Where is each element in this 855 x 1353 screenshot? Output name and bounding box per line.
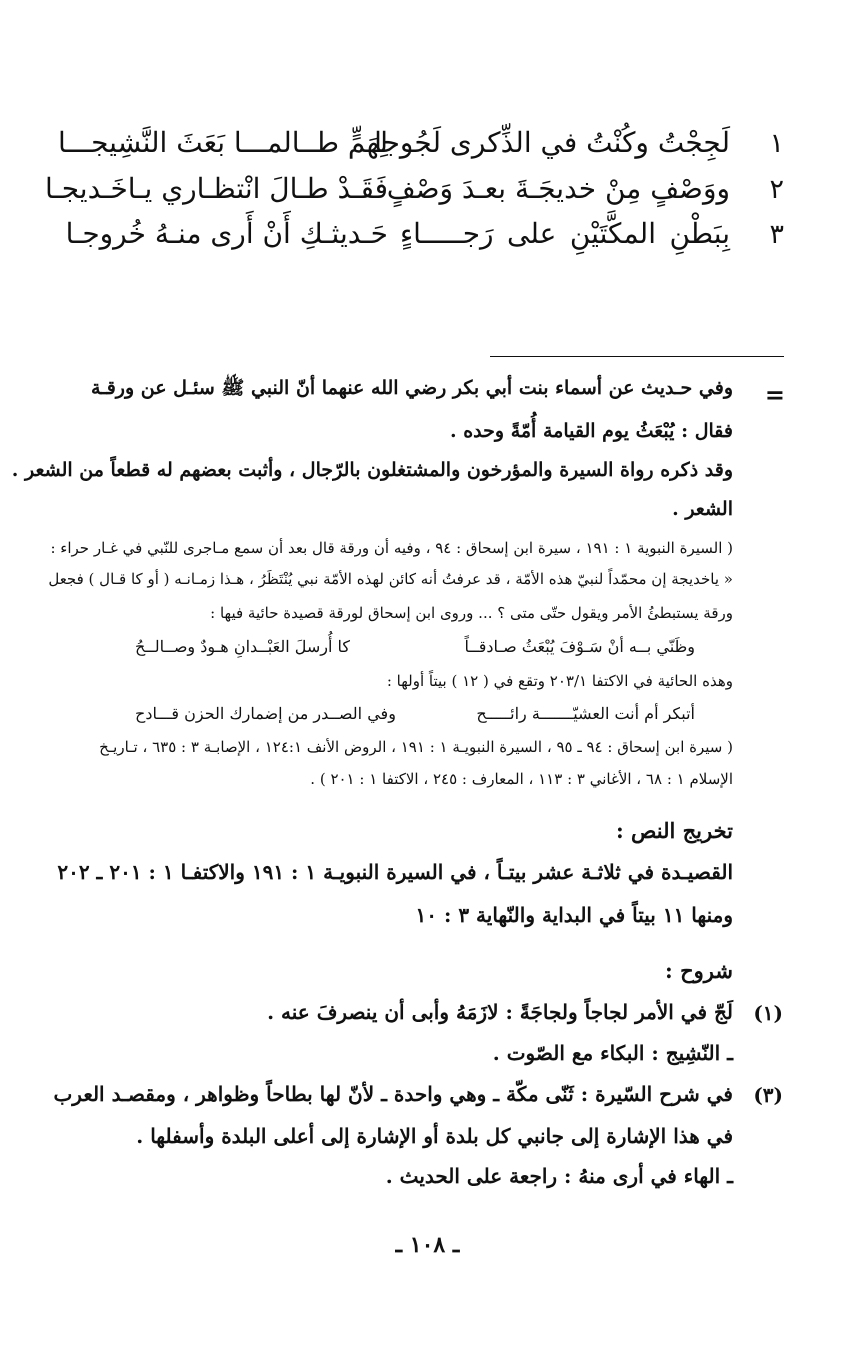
gloss-line: في هذا الإشارة إلى جانبي كل بلدة أو الإشارة إلى أعلى البلدة وأسفلها . <box>136 1124 733 1148</box>
gloss-line: في شرح السّيرة : ثَنّى مكّة ـ وهي واحدة ـ لأنّ لها بطاحاً وظواهر ، ومقصـد العرب <box>53 1082 733 1106</box>
verse-second-hemistich: لِهَمٍّ طــالمـــا بَعَثَ النَّشِيجـــا <box>57 126 388 159</box>
verse-first-hemistich: لَجِجْتُ وكُنْتُ في الذِّكرى لَجُوجا <box>374 126 730 159</box>
footnote-small-line: « ياخديجة إن محمّداً لنبيّ هذه الأمّة ، قد عرفتُ أنه كائن لهذه الأمّة نبي يُنْتَظَرُ ، هـذا زمـانـه ( أو كا قـال ) فجعل <box>48 570 733 588</box>
gloss-line: لَجّ في الأمر لجاجاً ولجاجَةً : لازَمَهُ وأبى أن ينصرفَ عنه . <box>267 1000 733 1024</box>
verse-first-hemistich: ووَصْفٍ مِنْ خديجَـةَ بعـدَ وَصْفٍ <box>386 172 730 205</box>
footnote-line: الشعر . <box>672 498 733 520</box>
footnote-line: وقد ذكره رواة السيرة والمؤرخون والمشتغلون بالرّجال ، وأثبت بعضهم له قطعاً من الشعر . <box>11 459 733 481</box>
poem-verse <box>44 172 790 212</box>
gloss-number: (١) <box>753 1001 783 1025</box>
gloss-line: ـ الهاء في أرى منهُ : راجعة على الحديث . <box>385 1164 733 1188</box>
footnote-reference-line: ( سيرة ابن إسحاق : ٩٤ ـ ٩٥ ، السيرة النبويـة ١ : ١٩١ ، الروض الأنف ١٢٤:١ ، الإصابـة ٣ : ٦٣٥ ، تـاريـخ <box>99 738 733 756</box>
quoted-verse-second: كا أُرسلَ العَبْــدانِ هـودٌ وصــالــحُ <box>135 637 351 656</box>
page-number: ـ ١٠٨ ـ <box>395 1232 460 1258</box>
takhrij-line: القصيـدة في ثلاثـة عشر بيتـاً ، في السيرة النبويـة ١ : ١٩١ والاكتفـا ١ : ٢٠١ ـ ٢٠٢ <box>57 860 733 884</box>
takhrij-heading: تخريج النص : <box>615 818 733 843</box>
footnote-small-line: ( السيرة النبوية ١ : ١٩١ ، سيرة ابن إسحاق : ٩٤ ، وفيه أن ورقة قال بعد أن سمع مـاجرى للنّبي في غـار حراء : <box>50 539 733 557</box>
footnote-note-line: وهذه الحائية في الاكتفا ٢٠٣/١ وتقع في ( ١٢ ) بيتاً أولها : <box>386 672 733 690</box>
poem-verse <box>65 217 790 257</box>
takhrij-line: ومنها ١١ بيتاً في البداية والنّهاية ٣ : ١٠ <box>415 903 733 927</box>
footnote-line: وفي حـديث عن أسماء بنت أبي بكر رضي الله عنهما أنّ النبي ﷺ سئـل عن ورقـة <box>90 377 733 399</box>
poem-verse <box>57 126 790 166</box>
quoted-verse-first: أتبكر أم أنت العشيّـــــــة رائـــــح <box>476 704 695 723</box>
verse-second-hemistich: حَـديثـكِ أَنْ أَرى منـهُ خُروجـا <box>65 217 388 250</box>
continuation-marker: = <box>764 380 785 409</box>
quoted-verse-second: وفي الصــدر من إضمارك الحزن قـــادح <box>135 704 396 723</box>
verse-number: ١ <box>769 128 784 159</box>
footnote-line: فقال : يُبْعَثُ يوم القيامة أُمّةً وحده . <box>450 420 733 442</box>
verse-second-hemistich: فَقَـدْ طـالَ انْتظـاري يـاخَـديجـا <box>44 172 388 205</box>
gloss-line: ـ النّشِيج : البكاء مع الصّوت . <box>492 1041 733 1065</box>
verse-number: ٢ <box>769 174 784 205</box>
gloss-number: (٣) <box>753 1083 783 1107</box>
footnote-separator <box>490 356 784 357</box>
shuruh-heading: شروح : <box>665 958 733 983</box>
quoted-verse-first: وظَنّي بــه أنْ سَـوْفَ يُبْعَثُ صـادقــاً <box>464 637 695 656</box>
footnote-small-line: ورقة يستبطئُ الأمر ويقول حتّى متى ؟ ... وروى ابن إسحاق لورقة قصيدة حائية فيها : <box>210 604 733 622</box>
footnote-reference-line: الإسلام ١ : ٦٨ ، الأغاني ٣ : ١١٣ ، المعارف : ٢٤٥ ، الاكتفا ١ : ٢٠١ ) . <box>310 770 733 788</box>
verse-first-hemistich: بِبَطْنِ المكَّتَيْنِ على رَجـــــاءٍ <box>400 217 730 250</box>
verse-number: ٣ <box>769 219 784 250</box>
